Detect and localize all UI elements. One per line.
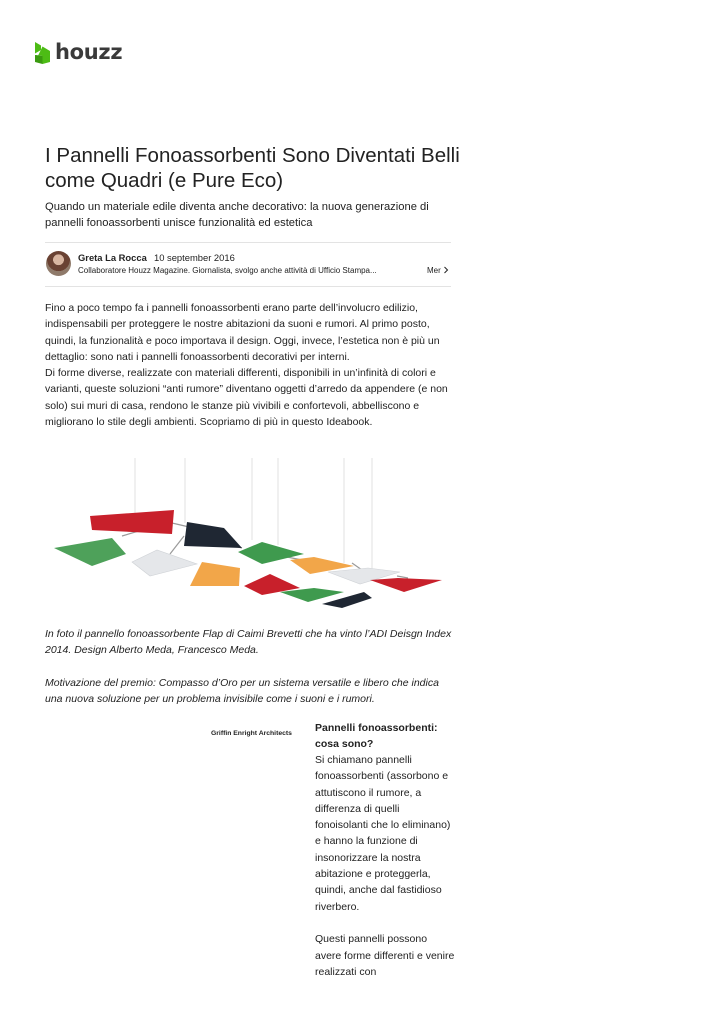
panel-green: [54, 538, 126, 566]
section-heading: Pannelli fonoassorbenti: cosa sono?: [315, 722, 438, 751]
more-link-label: Mer: [427, 266, 441, 275]
acoustic-panels-photo[interactable]: [52, 458, 444, 608]
chevron-right-icon: [443, 266, 449, 274]
author-avatar[interactable]: [46, 251, 71, 276]
logo-text: houzz: [55, 40, 123, 64]
panel-dark: [184, 522, 242, 548]
panel-green-3: [280, 588, 344, 602]
panel-white: [132, 550, 197, 576]
panel-orange: [190, 562, 240, 586]
panel-red-3: [370, 578, 442, 592]
more-link[interactable]: [427, 266, 449, 275]
photo-credit[interactable]: Griffin Enright Architects: [211, 730, 292, 737]
article-subtitle: Quando un materiale edile diventa anche decorativo: la nuova generazione di pannelli fonoassorbenti unisce funzionalità ed estetica: [45, 201, 429, 229]
author-bio: Collaboratore Houzz Magazine. Giornalista, svolgo anche attività di Ufficio Stampa...: [78, 266, 377, 275]
panel-red: [90, 510, 174, 534]
author-name[interactable]: Greta La Rocca: [78, 252, 147, 263]
article-body: Fino a poco tempo fa i pannelli fonoassorbenti erano parte dell’involucro edilizio, indispensabili per proteggere le nostre abitazioni da suoni e rumori. Al primo posto, quindi, la funzionalità e poco importava il design. Oggi, invece, l’estetica non è più un dettaglio: sono nati i pannelli fonoassorbenti decorativi per interni. Di forme diverse, realizzate con materiali differenti, disponibili in un’infinità di colori e varianti, queste soluzioni “anti rumore” diventano oggetti d’arredo da appendere (e non solo) sui muri di casa, rendono le stanze più vivibili e confortevoli, abbelliscono e migliorano lo stile degli ambienti. Scopriamo di più in questo Ideabook.: [45, 302, 448, 429]
figure-caption: In foto il pannello fonoassorbente Flap di Caimi Brevetti che ha vinto l’ADI Deisgn Index 2014. Design Alberto Meda, Francesco Meda.: [45, 628, 452, 657]
publish-date: 10 september 2016: [154, 252, 235, 263]
divider: [45, 242, 451, 243]
houzz-logo[interactable]: [35, 40, 122, 64]
article-title: I Pannelli Fonoassorbenti Sono Diventati Belli come Quadri (e Pure Eco): [45, 144, 460, 192]
houzz-logo-icon: [35, 40, 50, 64]
award-caption: Motivazione del premio: Compasso d’Oro per un sistema versatile e libero che indica una nuova soluzione per un problema invisibile come i suoni e i rumori.: [45, 677, 439, 706]
divider: [45, 286, 451, 287]
section-text: Si chiamano pannelli fonoassorbenti (assorbono e attutiscono il rumore, a differenza di quelli fonoisolanti che lo eliminano) e hanno la funzione di insonorizzare la nostra abitazione e proteggerla, quindi, anche dal fastidioso riverbero. Questi pannelli possono avere forme differenti e venire realizzati con: [315, 754, 455, 978]
